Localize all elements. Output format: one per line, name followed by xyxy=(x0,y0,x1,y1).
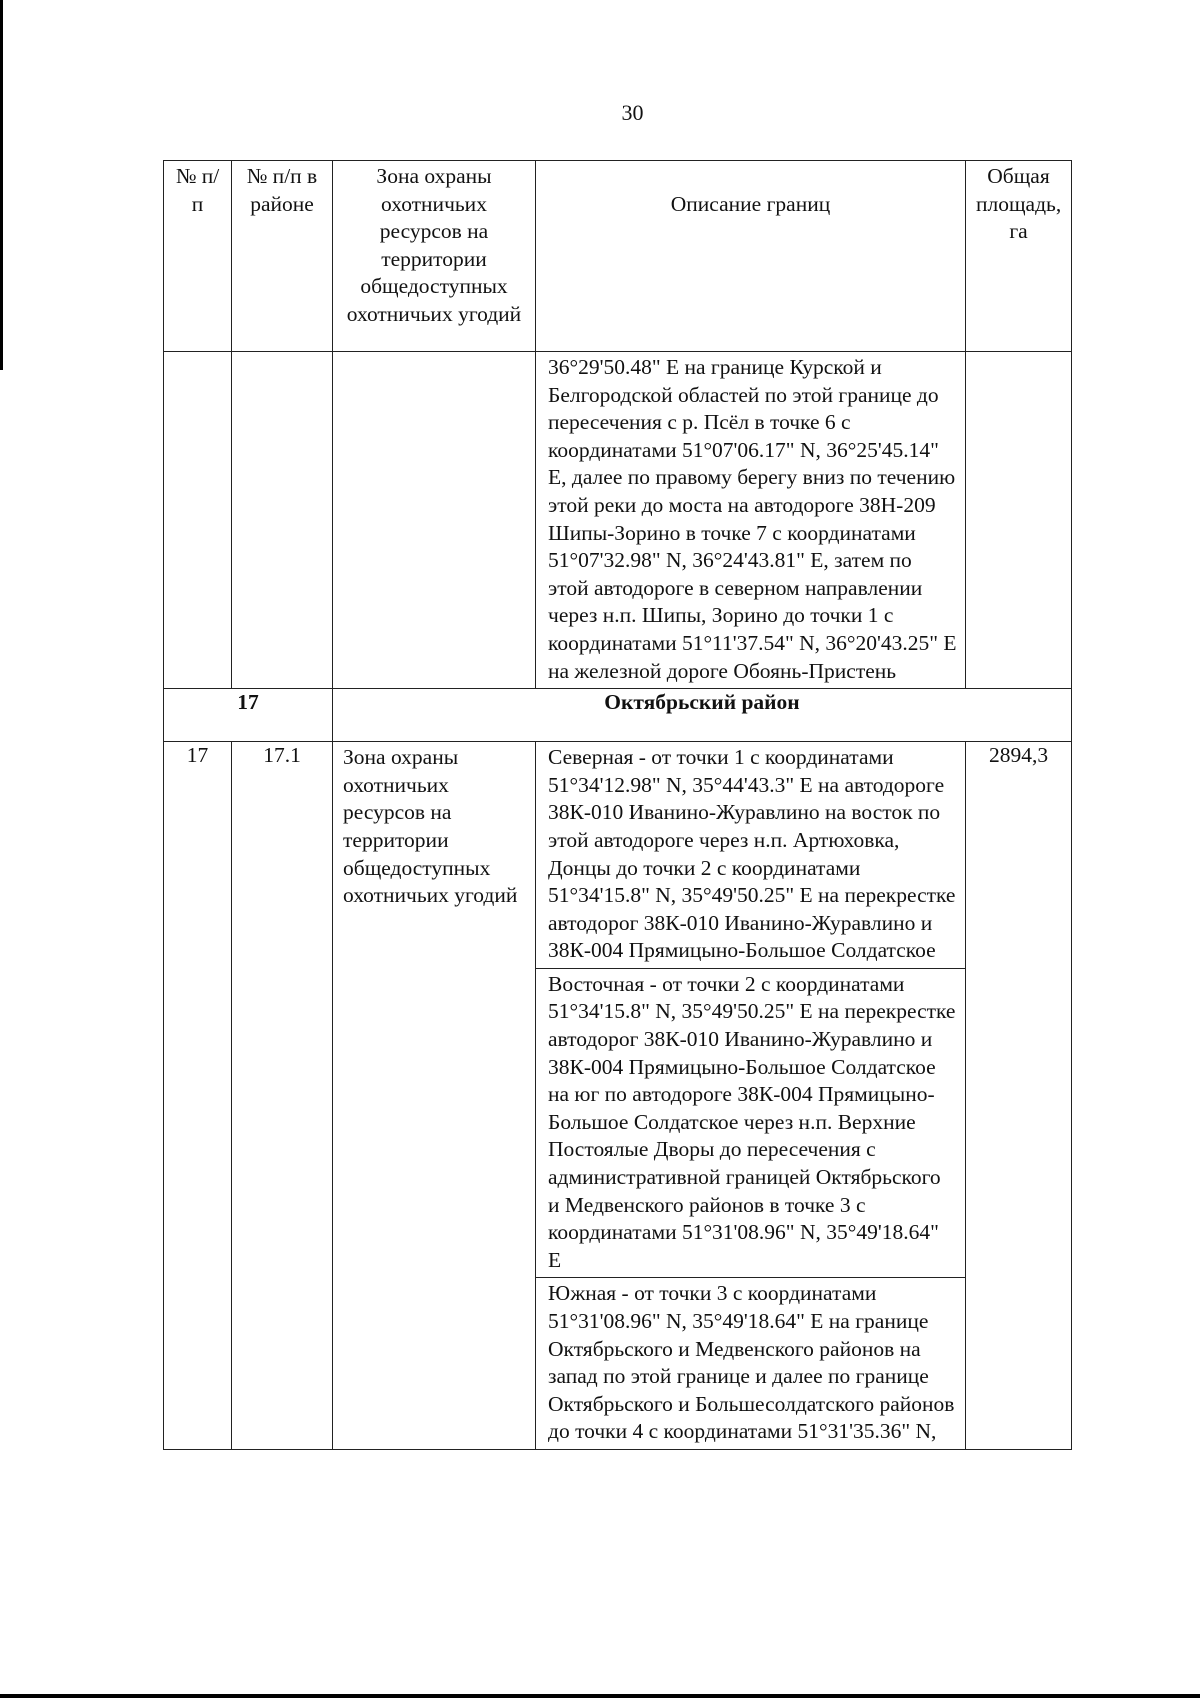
header-col-zone: Зона охраны охотничьих ресурсов на территории общедоступных охотничьих угодий xyxy=(333,161,536,352)
continuation-description: 36°29'50.48" E на границе Курской и Белгородской областей по этой границе до пересечения с р. Псёл в точке 6 с координатами 51°07'06.17" N, 36°25'45.14" E, далее по правому берегу вниз по течению этой реки до моста на автодороге 38Н-209 Шипы-Зорино в точке 7 с координатами 51°07'32.98" N, 36°24'43.81" E, затем по этой автодороге в северном направлении через н.п. Шипы, Зорино до точки 1 с координатами 51°11'37.54" N, 36°20'43.25" E на железной дороге Обоянь-Пристень xyxy=(548,355,957,683)
continuation-row xyxy=(164,352,1072,689)
header-col-description: Описание границ xyxy=(536,161,966,352)
header-col-area: Общая площадь, га xyxy=(966,161,1072,352)
entry-borders-cell xyxy=(536,742,966,1450)
entry-district-number: 17.1 xyxy=(232,742,333,1450)
header-col-district-number: № п/п в районе xyxy=(232,161,333,352)
entry-zone-cell xyxy=(333,742,536,1450)
entry-number: 17 xyxy=(164,742,232,1450)
entry-zone: Зона охраны охотничьих ресурсов на территории общедоступных охотничьих угодий xyxy=(343,745,518,908)
border-south: Южная - от точки 3 с координатами 51°31'08.96" N, 35°49'18.64" E на границе Октябрьского и Медвенского районов на запад по этой границе и далее по границе Октябрьского и Большесолдатского районов до точки 4 с координатами 51°31'35.36" N, xyxy=(536,1277,965,1449)
continuation-description-cell xyxy=(536,352,966,689)
continuation-area-cell xyxy=(966,352,1072,689)
table-header-row xyxy=(164,161,1072,352)
boundaries-table xyxy=(163,160,1072,1450)
continuation-zone-cell xyxy=(333,352,536,689)
scan-edge-bottom xyxy=(0,1694,1200,1698)
section-number: 17 xyxy=(164,689,333,742)
page-number: 30 xyxy=(621,100,644,125)
scan-edge-left xyxy=(0,0,3,370)
header-col-number: № п/п xyxy=(164,161,232,352)
entry-area: 2894,3 xyxy=(966,742,1072,1450)
continuation-district-cell xyxy=(232,352,333,689)
border-north: Северная - от точки 1 с координатами 51°34'12.98" N, 35°44'43.3" E на автодороге 38К-010 Иванино-Журавлино на восток по этой автодороге через н.п. Артюховка, Донцы до точки 2 с координатами 51°34'15.8" N, 35°49'50.25" E на перекрестке автодорог 38К-010 Иванино-Журавлино и 38К-004 Прямицыно-Большое Солдатское xyxy=(548,745,956,963)
border-east: Восточная - от точки 2 с координатами 51°34'15.8" N, 35°49'50.25" E на перекрестке автодорог 38К-010 Иванино-Журавлино и 38К-004 Прямицыно-Большое Солдатское на юг по автодороге 38К-004 Прямицыно-Большое Солдатское через н.п. Верхние Постоялые Дворы до пересечения с административной границей Октябрьского и Медвенского районов в точке 3 с координатами 51°31'08.96" N, 35°49'18.64" E xyxy=(536,968,965,1278)
continuation-num-cell xyxy=(164,352,232,689)
section-row xyxy=(164,689,1072,742)
entry-row xyxy=(164,742,1072,1450)
section-title: Октябрьский район xyxy=(333,689,1072,742)
